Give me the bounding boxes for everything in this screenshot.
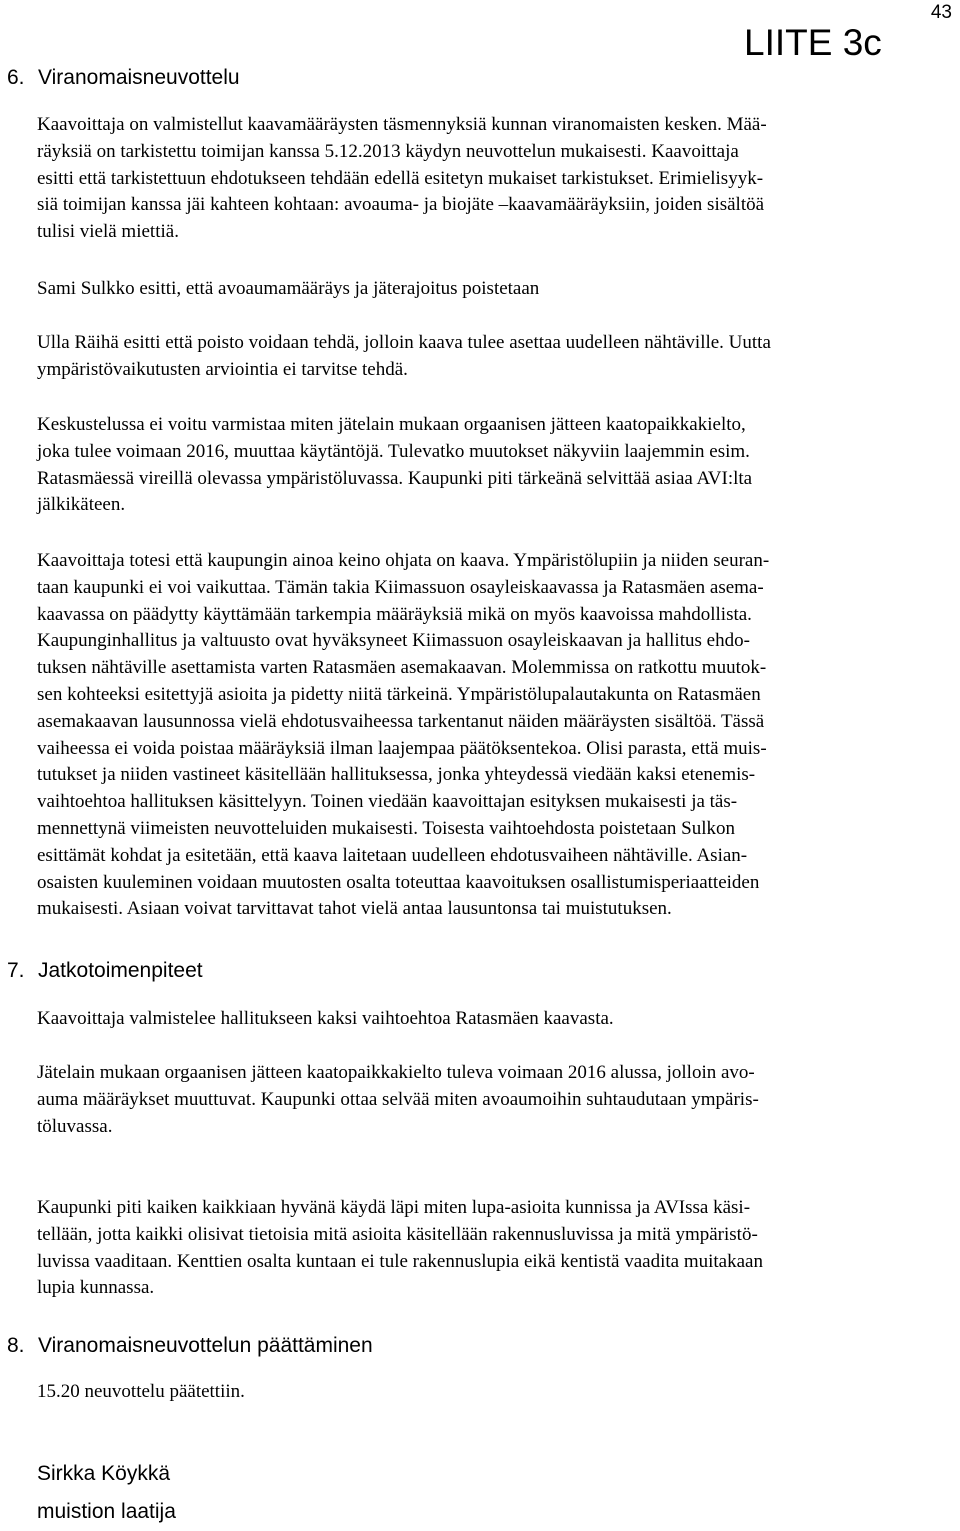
text-line: sen kohteeksi esitettyjä asioita ja pidetty niitä tärkeinä. Ympäristölupalautakunta on Ratasmäen bbox=[37, 683, 761, 705]
paragraph-4 bbox=[37, 412, 953, 519]
text-line: 15.20 neuvottelu päätettiin. bbox=[37, 1381, 245, 1402]
text-line: töluvassa. bbox=[37, 1115, 113, 1137]
signature-role: muistion laatija bbox=[37, 1500, 176, 1523]
text-line: luvissa vaaditaan. Kenttien osalta kuntaan ei tule rakennuslupia eikä kentistä vaadita muitakaan bbox=[37, 1250, 763, 1272]
text-line: Kaavoittaja on valmistellut kaavamääräysten täsmennyksiä kunnan viranomaisten kesken. Mää- bbox=[37, 114, 767, 135]
text-line: Jätelain mukaan orgaanisen jätteen kaatopaikkakielto tuleva voimaan 2016 alussa, jolloin avo- bbox=[37, 1062, 755, 1083]
text-line: Kaupunki piti kaiken kaikkiaan hyvänä käydä läpi miten lupa-asioita kunnissa ja AVIssa käsi- bbox=[37, 1197, 751, 1218]
text-line: räyksiä on tarkistettu toimijan kanssa 5.12.2013 käydyn neuvottelun mukaisesti. Kaavoittaja bbox=[37, 140, 739, 162]
text-line: tulisi vielä miettiä. bbox=[37, 221, 179, 243]
text-line: Kaavoittaja totesi että kaupungin ainoa keino ohjata on kaava. Ympäristölupiin ja niiden seuran- bbox=[37, 550, 770, 571]
text-line: tuksen nähtäville asettamista varten Ratasmäen asemakaavan. Molemmissa on ratkottu muutok- bbox=[37, 657, 767, 679]
text-line: mukaisesti. Asiaan voivat tarvittavat tahot vielä antaa lausuntonsa tai muistutuksen. bbox=[37, 898, 672, 920]
section-number: 6. bbox=[7, 66, 25, 89]
section-title: Viranomaisneuvottelun päättäminen bbox=[38, 1334, 373, 1357]
text-line: mennettynä viimeisten neuvotteluiden mukaisesti. Toisesta vaihtoehdosta poistetaan Sulkon bbox=[37, 817, 736, 839]
appendix-label: LIITE 3c bbox=[744, 22, 882, 63]
text-line: esitti että tarkistettuun ehdotukseen tehdään edellä esitetyn mukaiset tarkistukset. Erimielisyyk- bbox=[37, 167, 764, 189]
text-line: Ratasmäessä vireillä olevassa ympäristöluvassa. Kaupunki piti tärkeänä selvittää asiaa AVI:lta bbox=[37, 467, 753, 489]
section-title: Viranomaisneuvottelu bbox=[38, 66, 240, 89]
paragraph-1 bbox=[37, 112, 953, 246]
paragraph-6 bbox=[37, 1006, 953, 1033]
paragraph-2 bbox=[37, 276, 953, 303]
text-line: asemakaavan lausunnossa vielä ehdotusvaiheessa tarkentanut näiden määräysten sisältöä. Tässä bbox=[37, 710, 765, 732]
page-number: 43 bbox=[930, 2, 952, 23]
paragraph-5 bbox=[37, 548, 953, 923]
text-line: vaiheessa ei voida poistaa määräyksiä ilman laajempaa päätöksentekoa. Olisi parasta, että muis- bbox=[37, 737, 767, 759]
section-number: 8. bbox=[7, 1334, 25, 1357]
text-line: tutukset ja niiden vastineet käsitellään hallituksessa, jonka yhteydessä viedään kaksi etenemis- bbox=[37, 764, 756, 786]
paragraph-7 bbox=[37, 1060, 953, 1140]
paragraph-8 bbox=[37, 1195, 953, 1302]
text-line: auma määräykset muuttuvat. Kaupunki ottaa selvää miten avoaumoihin suhtaudutaan ympäris- bbox=[37, 1088, 759, 1110]
text-line: Keskustelussa ei voitu varmistaa miten jätelain mukaan orgaanisen jätteen kaatopaikkakielto, bbox=[37, 414, 746, 435]
text-line: jälkikäteen. bbox=[37, 494, 126, 516]
text-line: vaihtoehtoa hallituksen käsittelyyn. Toinen viedään kaavoittajan esityksen mukaisesti ja täs- bbox=[37, 791, 738, 813]
text-line: esittämät kohdat ja esitetään, että kaava laitetaan uudelleen ehdotusvaiheen nähtäville. Asian- bbox=[37, 844, 748, 866]
signature-block bbox=[37, 1455, 176, 1531]
section-number: 7. bbox=[7, 959, 25, 982]
text-line: joka tulee voimaan 2016, muuttaa käytäntöjä. Tulevatko muutokset näkyviin laajemmin esim. bbox=[37, 440, 750, 462]
paragraph-9 bbox=[37, 1379, 953, 1406]
text-line: kaavassa on päädytty käyttämään tarkempia määräyksiä mikä on myös kaavoissa mahdollista. bbox=[37, 603, 752, 625]
section-title: Jatkotoimenpiteet bbox=[38, 959, 203, 982]
signature-name: Sirkka Köykkä bbox=[37, 1462, 171, 1485]
text-line: siä toimijan kanssa jäi kahteen kohtaan: avoauma- ja biojäte –kaavamääräyksiin, joiden sisältöä bbox=[37, 194, 765, 216]
text-line: osaisten kuuleminen voidaan muutosten osalta toteuttaa kaavoituksen osallistumisperiaatteiden bbox=[37, 871, 760, 893]
text-line: taan kaupunki ei voi vaikuttaa. Tämän takia Kiimassuon osayleiskaavassa ja Ratasmäen asema- bbox=[37, 576, 764, 598]
text-line: tellään, jotta kaikki olisivat tietoisia mitä asioita käsitellään rakennusluvissa ja mitä ympäristö- bbox=[37, 1223, 758, 1245]
text-line: Kaavoittaja valmistelee hallitukseen kaksi vaihtoehtoa Ratasmäen kaavasta. bbox=[37, 1008, 614, 1029]
text-line: Sami Sulkko esitti, että avoaumamääräys ja jäterajoitus poistetaan bbox=[37, 278, 540, 299]
text-line: lupia kunnassa. bbox=[37, 1277, 155, 1299]
text-line: ympäristövaikutusten arviointia ei tarvitse tehdä. bbox=[37, 358, 408, 380]
text-line: Ulla Räihä esitti että poisto voidaan tehdä, jolloin kaava tulee asettaa uudelleen nähtäville. Uutta bbox=[37, 332, 771, 353]
text-line: Kaupunginhallitus ja valtuusto ovat hyväksyneet Kiimassuon osayleiskaavan ja hallitus ehdo- bbox=[37, 630, 750, 652]
paragraph-3 bbox=[37, 330, 953, 384]
